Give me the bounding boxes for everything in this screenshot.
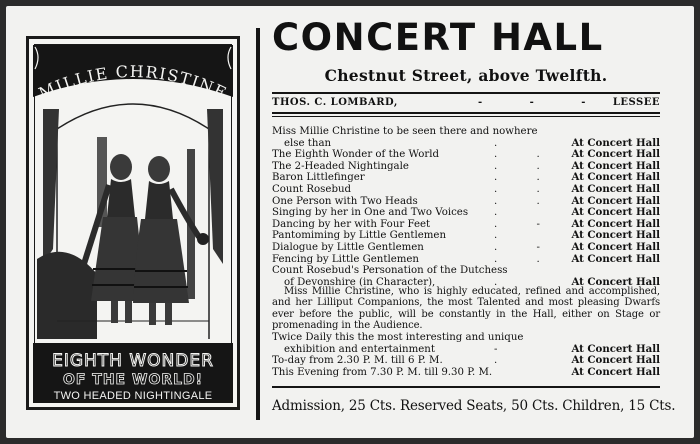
vertical-divider xyxy=(256,28,260,420)
poster-panel xyxy=(26,36,240,410)
showtime-text: This Evening from 7.30 P. M. till 9.30 P. M. xyxy=(272,366,493,378)
act-text: else than xyxy=(284,137,332,149)
act-venue: At Concert Hall xyxy=(571,148,660,161)
act-dots: . . xyxy=(494,195,558,207)
act-dots: . . xyxy=(494,183,558,195)
handbill-address: Chestnut Street, above Twelfth. xyxy=(324,66,608,85)
act-dots: . xyxy=(494,207,516,219)
act-venue: At Concert Hall xyxy=(571,217,660,230)
description-paragraph: Miss Millie Christine, who is highly educated, refined and accomplished, and her Lilliput Companions, the most Talented and most pleasing Dwarfs ever before the public, will be constantly in the Hall, either on Stage or promenading in the Audience. xyxy=(272,286,660,331)
act-text: Count Rosebud's Personation of the Dutchess xyxy=(272,265,508,277)
act-venue: At Concert Hall xyxy=(571,171,660,184)
acts-list xyxy=(272,126,660,288)
act-venue: At Concert Hall xyxy=(571,194,660,207)
act-text: Count Rosebud xyxy=(272,183,352,195)
act-venue: At Concert Hall xyxy=(571,275,660,288)
banner-eighth-wonder: EIGHTH WONDER xyxy=(52,351,214,371)
rule-under-lessee-thin xyxy=(272,116,660,117)
act-row xyxy=(272,254,660,266)
lessee-row xyxy=(272,97,660,111)
act-text: Dialogue by Little Gentlemen xyxy=(272,241,424,253)
act-text: One Person with Two Heads xyxy=(272,195,418,207)
act-text: Baron Littlefinger xyxy=(272,172,365,184)
act-row xyxy=(272,242,660,254)
poster-bottom-banner xyxy=(33,343,233,403)
act-row xyxy=(272,184,660,196)
showtime-dots: . xyxy=(494,355,516,367)
act-text: Fencing by Little Gentlemen xyxy=(272,253,419,265)
act-row xyxy=(272,265,660,277)
act-dots: . . xyxy=(494,160,558,172)
act-dots: . xyxy=(494,137,516,149)
lessee-role: LESSEE xyxy=(612,97,660,108)
arch-title-text: MILLIE CHRISTINE xyxy=(35,61,231,104)
act-venue: At Concert Hall xyxy=(571,229,660,242)
showtime-text: To-day from 2.30 P. M. till 6 P. M. xyxy=(272,355,443,367)
act-dots: . - xyxy=(494,241,558,253)
act-dots: . . xyxy=(494,172,558,184)
act-dots: . . xyxy=(494,253,558,265)
act-venue: At Concert Hall xyxy=(571,136,660,149)
showtime-text: exhibition and entertainment xyxy=(284,343,435,355)
admission-prices: Admission, 25 Cts. Reserved Seats, 50 Cts. Children, 15 Cts. xyxy=(272,398,676,414)
showtime-dots: - xyxy=(494,343,516,355)
twins-illustration xyxy=(37,89,229,344)
rule-above-admission xyxy=(272,386,660,388)
act-text: Pantomiming by Little Gentlemen xyxy=(272,230,447,242)
act-dots: . - xyxy=(494,218,558,230)
handbill-title: CONCERT HALL xyxy=(272,16,604,59)
showtime-venue: At Concert Hall xyxy=(571,354,660,367)
act-text: of Devonshire (in Character), xyxy=(284,276,436,288)
act-venue: At Concert Hall xyxy=(571,159,660,172)
lessee-name: THOS. C. LOMBARD, xyxy=(272,97,398,108)
act-text: Dancing by her with Four Feet xyxy=(272,218,431,230)
showtime-venue: At Concert Hall xyxy=(571,365,660,378)
act-text: The Eighth Wonder of the World xyxy=(272,149,440,161)
showtimes-list xyxy=(272,332,660,378)
lessee-dashes: - - - xyxy=(478,97,608,108)
act-venue: At Concert Hall xyxy=(571,240,660,253)
act-text: Miss Millie Christine to be seen there and nowhere xyxy=(272,126,538,137)
act-text: Singing by her in One and Two Voices xyxy=(272,207,469,219)
act-text: The 2-Headed Nightingale xyxy=(272,160,409,172)
act-dots: . xyxy=(494,276,516,288)
act-venue: At Concert Hall xyxy=(571,252,660,265)
banner-two-headed-nightingale: TWO HEADED NIGHTINGALE xyxy=(53,390,213,402)
act-venue: At Concert Hall xyxy=(571,206,660,219)
act-row xyxy=(272,207,660,219)
rule-top xyxy=(272,92,660,94)
showtime-row xyxy=(272,332,660,344)
act-dots: . . xyxy=(494,149,558,161)
act-row xyxy=(272,126,660,138)
showtime-row xyxy=(272,367,660,379)
act-dots: . xyxy=(494,230,516,242)
rule-under-lessee xyxy=(272,112,660,114)
act-venue: At Concert Hall xyxy=(571,182,660,195)
showtime-venue: At Concert Hall xyxy=(571,342,660,355)
banner-of-the-world: OF THE WORLD! xyxy=(62,372,204,388)
showtime-text: Twice Daily this the most interesting and unique xyxy=(272,332,524,343)
